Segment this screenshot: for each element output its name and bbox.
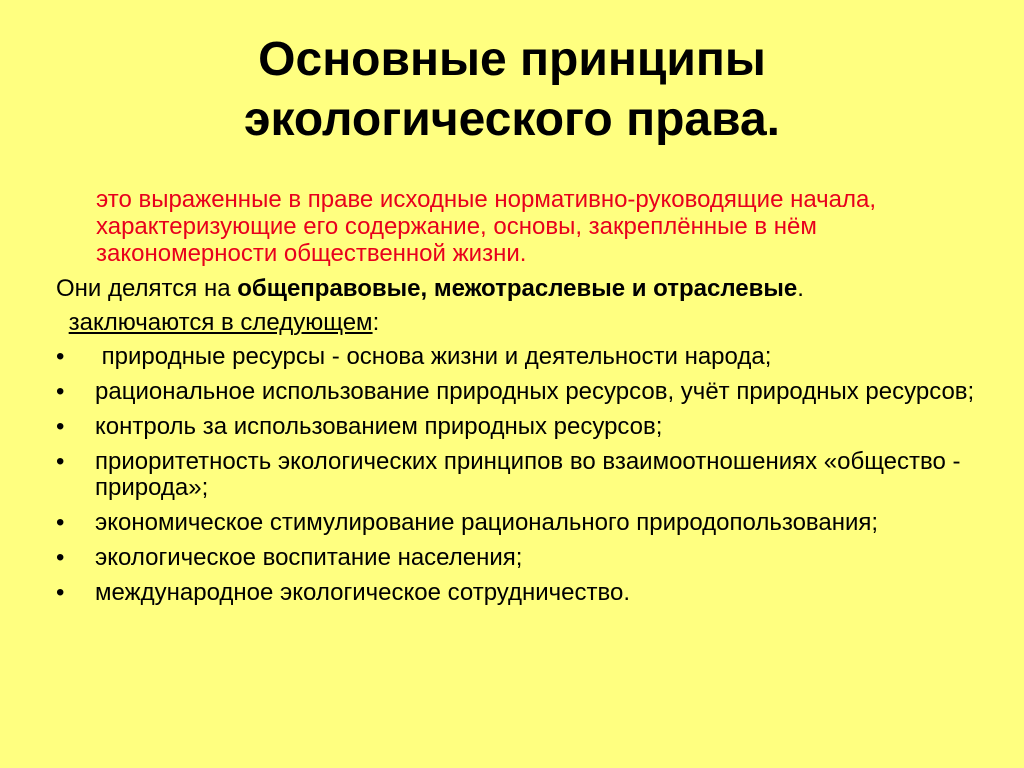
classification-text xyxy=(56,275,986,303)
intro-prefix: Они делятся на xyxy=(56,275,238,302)
list-item xyxy=(56,580,976,606)
definition-text: это выраженные в праве исходные нормативно-руководящие начала, характеризующие его содержание, основы, закреплённые в нём закономерности общественной жизни. xyxy=(96,186,877,267)
bullet-icon: • xyxy=(56,413,65,440)
bullet-icon: • xyxy=(56,509,65,536)
list-item-text: рациональное использование природных ресурсов, учёт природных ресурсов; xyxy=(95,378,975,405)
list-item-text: приоритетность экологических принципов во взаимоотношениях «общество - природа»; xyxy=(95,448,961,501)
list-item xyxy=(56,379,976,405)
list-item xyxy=(56,545,976,571)
list-item xyxy=(56,414,976,440)
list-item-text: природные ресурсы - основа жизни и деятельности народа; xyxy=(95,343,772,370)
principles-list xyxy=(56,344,976,615)
intro-suffix: . xyxy=(797,275,804,302)
lead-underlined: заключаются в следующем xyxy=(68,309,373,336)
list-lead xyxy=(62,309,379,337)
list-item xyxy=(56,510,976,536)
intro-bold: общеправовые, межотраслевые и отраслевые xyxy=(237,275,798,302)
bullet-icon: • xyxy=(56,544,65,571)
list-item-text: экологическое воспитание населения; xyxy=(95,544,523,571)
list-item xyxy=(56,344,976,370)
list-item-text: международное экологическое сотрудничество. xyxy=(95,579,630,606)
list-item-text: экономическое стимулирование рационального природопользования; xyxy=(95,509,879,536)
title-line-2: экологического права. xyxy=(244,93,780,146)
lead-suffix: : xyxy=(372,309,380,336)
bullet-icon: • xyxy=(56,343,65,370)
list-item-text: контроль за использованием природных ресурсов; xyxy=(95,413,663,440)
slide-title xyxy=(0,30,1024,150)
list-item xyxy=(56,449,976,501)
title-line-1: Основные принципы xyxy=(258,33,766,86)
bullet-icon: • xyxy=(56,448,65,475)
bullet-icon: • xyxy=(56,579,65,606)
bullet-icon: • xyxy=(56,378,65,405)
